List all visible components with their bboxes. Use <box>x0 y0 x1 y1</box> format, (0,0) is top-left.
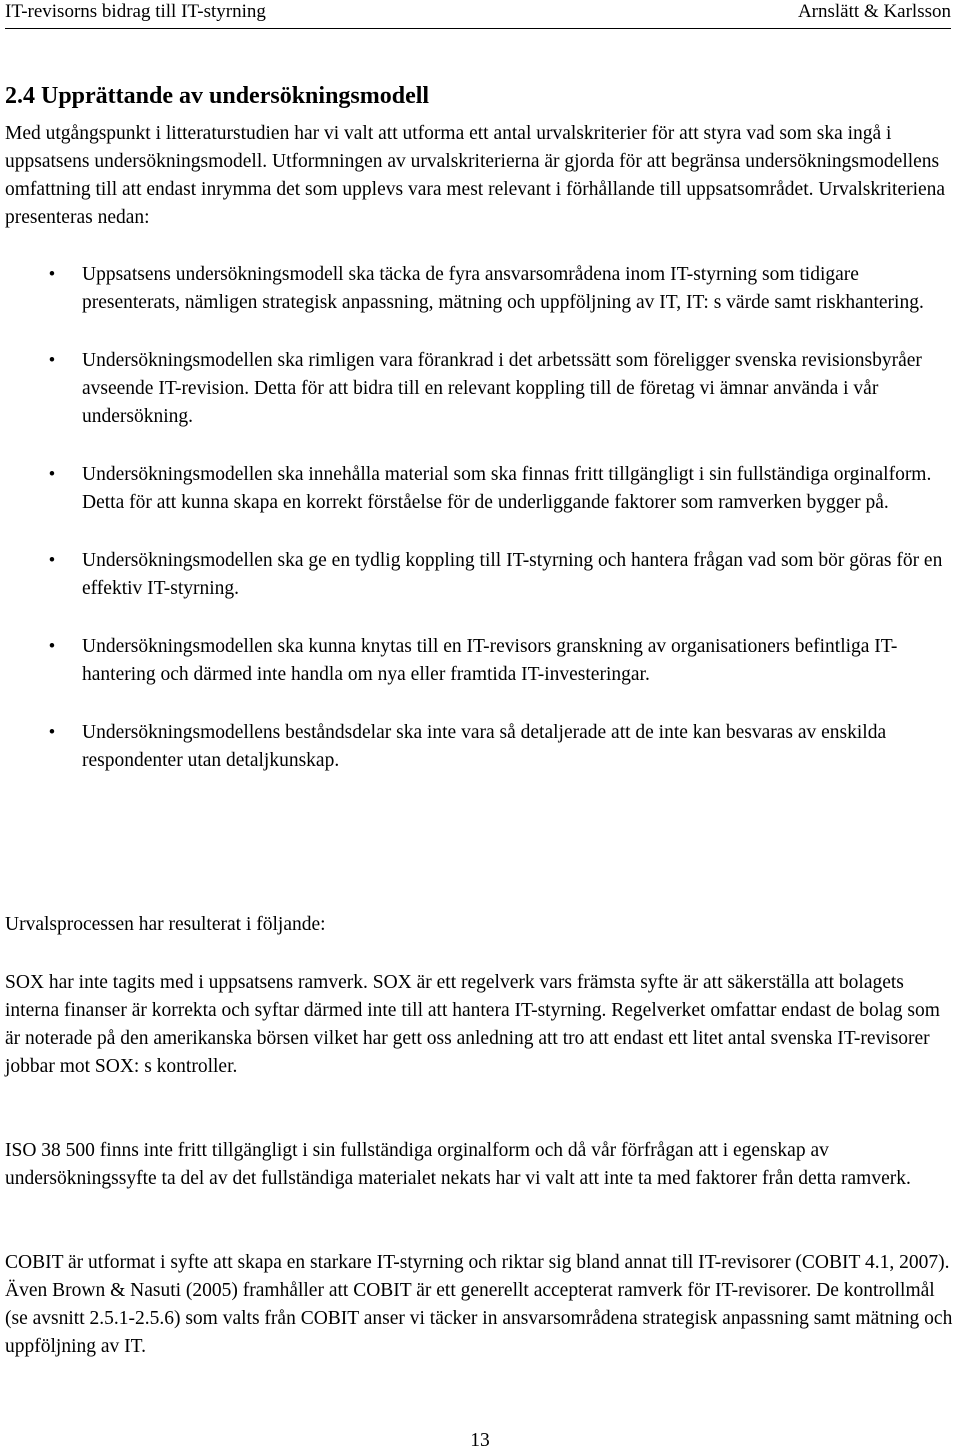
page-number: 13 <box>470 1430 490 1451</box>
criteria-text: Undersökningsmodellen ska innehålla material som ska finnas fritt tillgängligt i sin fullständiga orginalform. Detta för att kunna skapa en korrekt förståelse för de underliggande faktorer som ramverken bygger på. <box>82 464 932 513</box>
bullet-icon: • <box>48 464 56 485</box>
criteria-list-item <box>0 261 950 317</box>
sox-paragraph: SOX har inte tagits med i uppsatsens ramverk. SOX är ett regelverk vars främsta syfte är att säkerställa att bolagets interna finanser är korrekta och syftar därmed inte till att hantera IT-styrning. Regelverket omfattar endast de bolag som är noterade på den amerikanska börsen vilket har gett oss anledning att tro att endast ett litet antal svenska IT-revisorer jobbar mot SOX: s kontroller. <box>5 972 940 1077</box>
criteria-list-item <box>0 547 950 603</box>
criteria-text: Undersökningsmodellens beståndsdelar ska inte vara så detaljerade att de inte kan besvaras av enskilda respondenter utan detaljkunskap. <box>82 722 887 771</box>
section-heading: 2.4 Upprättande av undersökningsmodell <box>5 83 430 109</box>
bullet-icon: • <box>48 264 56 285</box>
criteria-list-item <box>0 633 950 689</box>
header-document-title: IT-revisorns bidrag till IT-styrning <box>5 1 266 22</box>
criteria-list-item <box>0 347 950 431</box>
bullet-icon: • <box>48 636 56 657</box>
criteria-list-item <box>0 719 950 775</box>
criteria-list <box>0 261 960 805</box>
criteria-text: Undersökningsmodellen ska rimligen vara förankrad i det arbetssätt som föreligger svenska revisionsbyråer avseende IT-revision. Detta för att bidra till en relevant koppling till de företag vi ämnar använda i vår undersökning. <box>82 350 922 427</box>
cobit-paragraph: COBIT är utformat i syfte att skapa en starkare IT-styrning och riktar sig bland annat till IT-revisorer (COBIT 4.1, 2007). Även Brown & Nasuti (2005) framhåller att COBIT är ett generellt accepterat ramverk för IT-revisorer. De kontrollmål (se avsnitt 2.5.1-2.5.6) som valts från COBIT anser vi täcker in ansvarsområdena strategisk anpassning samt mätning och uppföljning av IT. <box>5 1252 953 1357</box>
running-header <box>5 0 951 29</box>
bullet-icon: • <box>48 550 56 571</box>
result-intro-paragraph: Urvalsprocessen har resulterat i följande: <box>5 914 326 935</box>
criteria-list-item <box>0 461 950 517</box>
iso-paragraph: ISO 38 500 finns inte fritt tillgängligt i sin fullständiga orginalform och då vår förfrågan att i egenskap av undersökningssyfte ta del av det fullständiga materialet nekats har vi valt att inte ta med faktorer från detta ramverk. <box>5 1140 911 1189</box>
intro-paragraph: Med utgångspunkt i litteraturstudien har vi valt att utforma ett antal urvalskriterier för att styra vad som ska ingå i uppsatsens undersökningsmodell. Utformningen av urvalskriterierna är gjorda för att begränsa undersökningsmodellens omfattning till att endast inrymma det som upplevs vara mest relevant i förhållande till uppsatsområdet. Urvalskriteriena presenteras nedan: <box>5 123 946 228</box>
criteria-text: Undersökningsmodellen ska kunna knytas till en IT-revisors granskning av organisationers befintliga IT-hantering och därmed inte handla om nya eller framtida IT-investeringar. <box>82 636 898 685</box>
header-authors: Arnslätt & Karlsson <box>797 1 951 22</box>
criteria-text: Uppsatsens undersökningsmodell ska täcka de fyra ansvarsområdena inom IT-styrning som tidigare presenterats, nämligen strategisk anpassning, mätning och uppföljning av IT, IT: s värde samt riskhantering. <box>82 264 924 313</box>
bullet-icon: • <box>48 722 56 743</box>
bullet-icon: • <box>48 350 56 371</box>
criteria-text: Undersökningsmodellen ska ge en tydlig koppling till IT-styrning och hantera frågan vad som bör göras för en effektiv IT-styrning. <box>82 550 943 599</box>
